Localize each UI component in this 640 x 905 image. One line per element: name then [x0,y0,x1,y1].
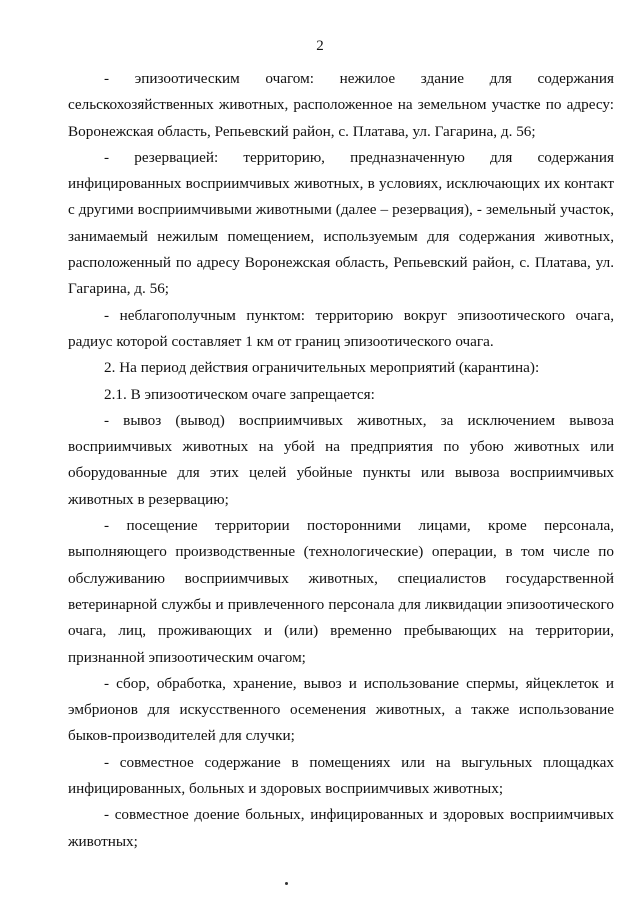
paragraph-section-2: 2. На период действия ограничительных мероприятий (карантина): [104,359,540,377]
paragraph-reservation: - резервацией: территорию, предназначенную для содержания инфицированных восприимчивых животных, в условиях, исключающих их контакт с другими восприимчивыми животными (далее – резервация), - земельный участок, занимаемый нежилым помещением, используемым для содержания животных, расположенный по адресу Воронежская область, Репьевский район, с. Платава, ул. Гагарина, д. 56; [68,148,614,298]
paragraph-joint-keeping-ban: - совместное содержание в помещениях или на выгульных площадках инфицированных, больных и здоровых восприимчивых животных; [68,753,614,798]
paragraph-section-2-1: 2.1. В эпизоотическом очаге запрещается: [104,385,375,403]
paragraph-visit-ban: - посещение территории посторонними лицами, кроме персонала, выполняющего производственные (технологические) операции, в том числе по обслуживанию восприимчивых животных, специалистов государственной ветеринарной службы и привлеченного персонала для ликвидации эпизоотического очага, лиц, проживающих и (или) временно пребывающих на территории, признанной эпизоотическим очагом; [68,517,614,666]
paragraph-sperm-ban: - сбор, обработка, хранение, вывоз и использование спермы, яйцеклеток и эмбрионов для искусственного осеменения животных, а также использование быков-производителей для случки; [68,674,614,745]
paragraph-joint-milking-ban: - совместное доение больных, инфицированных и здоровых восприимчивых животных; [68,806,614,850]
paragraph-epizootic-focus: - эпизоотическим очагом: нежилое здание для содержания сельскохозяйственных животных, расположенное на земельном участке по адресу: Воронежская область, Репьевский район, с. Платава, ул. Гагарина, д. 56; [68,70,614,140]
scan-dot [285,882,288,885]
page-number: 2 [316,38,324,54]
paragraph-removal-ban: - вывоз (вывод) восприимчивых животных, за исключением вывоза восприимчивых животных на убой на предприятия по убою животных или оборудованные для этих целей убойные пункты или вывоза восприимчивых животных в резервацию; [68,411,614,508]
document-body [68,66,614,855]
paragraph-unfavorable-point: - неблагополучным пунктом: территорию вокруг эпизоотического очага, радиус которой составляет 1 км от границ эпизоотического очага. [68,306,614,350]
